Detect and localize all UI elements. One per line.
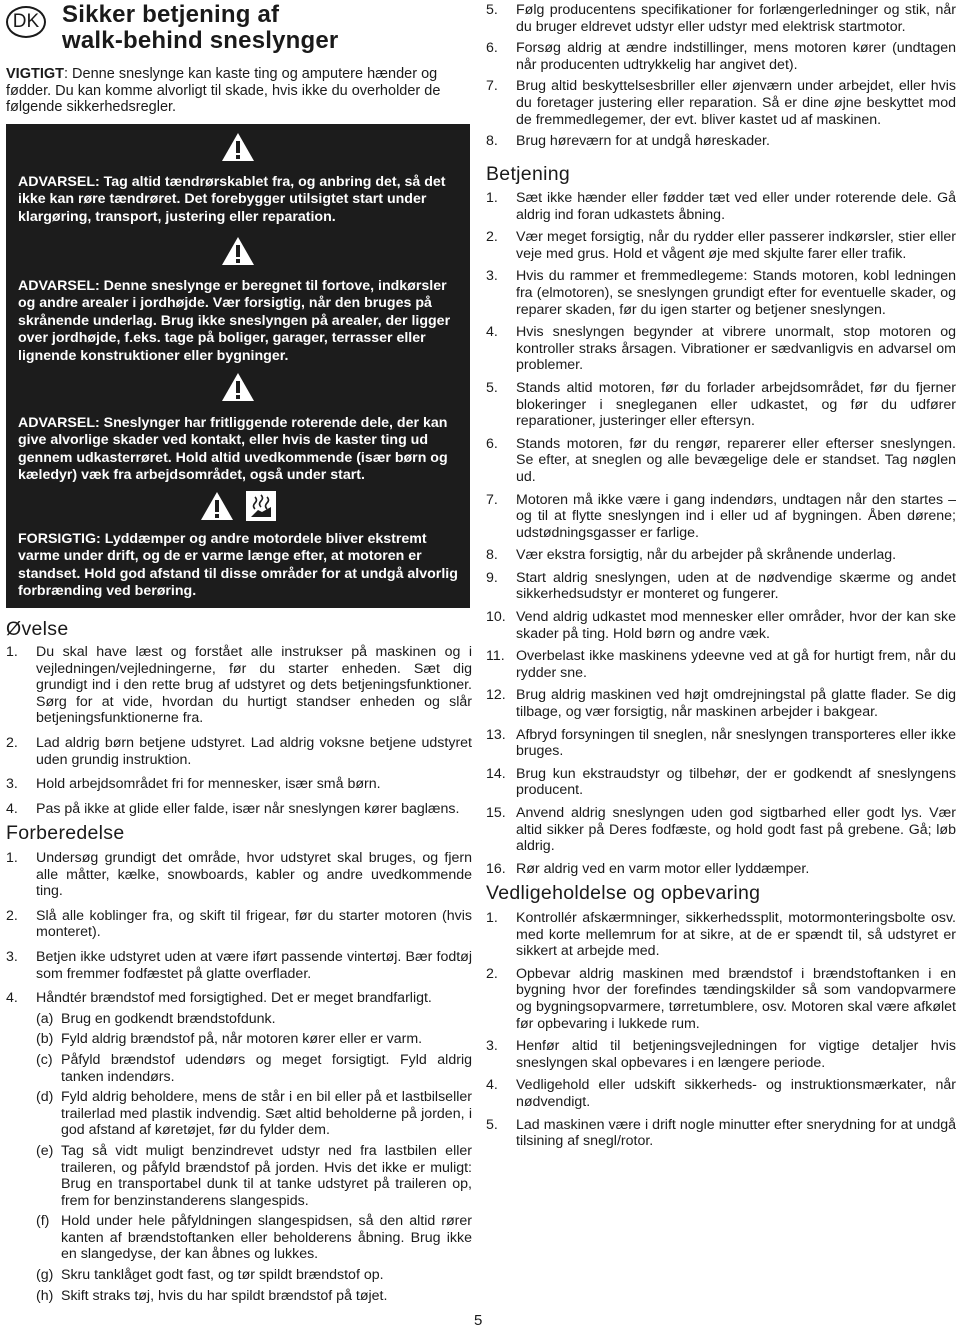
item-text: Brug aldrig maskinen ved højt omdrejningstal på glatte flader. Se dig tilbage, og vær forsigtig, når maskinen arbejder i bakgear. (516, 687, 956, 721)
list-item (486, 40, 956, 73)
item-text: Hvis sneslyngen begynder at vibrere unormalt, stop motoren og kontroller straks årsagen. Vibrationer er sædvanligvis en advarsel om problemer. (516, 324, 956, 374)
item-number: 3. (6, 776, 18, 793)
warning-text-3: ADVARSEL: Sneslynger har fritliggende roterende dele, der kan give alvorlige skader ved kontakt, eller hvis de kaster ting ud gennem udkasterrøret. Hold altid uvedkommende (især børn og kæledyr) væk fra arbejdsområdet, også under start. (18, 415, 448, 484)
item-text: Motoren må ikke være i gang indendørs, undtagen når den startes – og til at flytte sneslyngen ind i eller ud af bygningen. Åben dørene; udstødningsgasser er farlige. (516, 491, 956, 541)
item-number: 14. (486, 765, 506, 782)
item-number: 2. (486, 229, 498, 246)
item-text: Påfyld brændstof udendørs og meget forsigtigt. Fyld aldrig tanken indendørs. (61, 1051, 472, 1085)
item-text: Hold arbejdsområdet fri for mennesker, især små børn. (36, 776, 381, 793)
item-number: 4. (6, 800, 18, 817)
forberedelse-list (6, 850, 472, 1304)
warning-box-1 (6, 124, 470, 234)
sub-list-item (36, 1031, 472, 1048)
item-text: Kontrollér afskærmninger, sikkerhedssplit, motormonteringsbolte osv. med korte mellemrum for at sikre, at de er spændt til, så udstyret er sikkert at arbejde med. (516, 910, 956, 960)
list-item (486, 2, 956, 35)
item-number: 13. (486, 726, 506, 743)
item-number: 1. (486, 910, 498, 926)
item-number: 2. (6, 907, 18, 924)
list-item (486, 492, 956, 542)
item-text: Fyld aldrig brændstof på, når motoren kører eller er varm. (61, 1031, 423, 1048)
item-text: Tag så vidt muligt benzindrevet udstyr ned fra lastbilen eller traileren, og påfyld brændstof på jorden. Hvis det ikke er muligt: Brug en transportabel dunk til at tanke udstyret på traileren op, frem for benzinstanderens slangespids. (61, 1142, 472, 1209)
list-item (486, 324, 956, 374)
item-text: Hold under hele påfyldningen slangespidsen, så den altid rører kanten af brændstoftanken eller beholderens åbning. Brug ikke en slangedyse, der kan åbnes og lukkes. (61, 1213, 472, 1263)
list-item (486, 687, 956, 720)
item-number: 6. (486, 435, 498, 452)
item-number: 4. (6, 990, 18, 1007)
list-item (486, 1117, 956, 1150)
list-item (486, 229, 956, 262)
item-text: Betjen ikke udstyret uden at være iført passende vintertøj. Bær fodtøj som fremmer fodfæstet på glatte overflader. (36, 948, 472, 982)
item-text: Brug altid beskyttelsesbriller eller øjenværn under arbejdet, eller hvis du foretager justering eller reparation. Så er dine øjne beskyttet mod de fremmedlegemer, der evt. bliver kastet ud af maskinen. (516, 78, 956, 128)
list-item (486, 1077, 956, 1110)
item-text: Henfør altid til betjeningsvejledningen for vigtige detaljer hvis sneslyngen skal opbevares i en længere periode. (516, 1038, 956, 1071)
intro-paragraph (6, 66, 472, 116)
item-number: 10. (486, 609, 506, 626)
sub-list-item (36, 1288, 472, 1305)
item-number: 2. (486, 965, 498, 982)
page-header (6, 0, 476, 58)
sub-list-item (36, 1143, 472, 1209)
language-badge: DK (6, 6, 46, 38)
caution-icon-row (18, 491, 458, 521)
list-item (6, 801, 472, 818)
item-number: 1. (486, 190, 498, 206)
item-number: 9. (486, 569, 498, 586)
item-number: 16. (486, 860, 506, 877)
list-item (6, 850, 472, 900)
item-text: Lad maskinen være i drift nogle minutter efter snerydning for at undgå tilsining af snegl/rotor. (516, 1116, 956, 1150)
item-number: 4. (486, 1077, 498, 1094)
list-item (486, 609, 956, 642)
item-text: Håndtér brændstof med forsigtighed. Det er meget brandfarligt. (36, 990, 432, 1007)
item-text: Afbryd forsyningen til sneglen, når sneslyngen transporteres eller ikke bruges. (516, 726, 956, 760)
list-item (6, 908, 472, 941)
list-item (486, 766, 956, 799)
item-number: 4. (486, 324, 498, 341)
item-text: Vær ekstra forsigtig, når du arbejder på skrånende underlag. (516, 547, 897, 564)
title-line-1: Sikker betjening af (62, 1, 280, 28)
item-text: Vend aldrig udkastet mod mennesker eller områder, hvor der kan ske skader på ting. Hold børn og andre væk. (516, 609, 956, 642)
item-number: 5. (486, 1116, 498, 1133)
item-number: 1. (6, 850, 18, 866)
item-number: 8. (486, 547, 498, 564)
item-letter: (e) (36, 1142, 54, 1159)
item-text: Forsøg aldrig at ændre indstillinger, mens motoren kører (undtagen når producenten udtrykkelig har angivet det). (516, 40, 956, 73)
item-text: Skift straks tøj, hvis du har spildt brændstof på tøjet. (61, 1287, 388, 1304)
document-title (62, 2, 338, 54)
list-item (486, 966, 956, 1032)
warning-triangle-icon (221, 132, 255, 162)
list-item (6, 644, 472, 727)
warning-box-3 (6, 370, 470, 486)
item-number: 8. (486, 133, 498, 150)
list-item (6, 735, 472, 768)
betjening-list (486, 190, 956, 877)
warning-text-2: ADVARSEL: Denne sneslynge er beregnet til fortove, indkørsler og andre arealer i jordhøjde. Vær forsigtig, når den bruges på skrånende underlag. Brug ikke sneslyngen på arealer, der ligger over jordhøjde, f.eks. tage på boliger, garager, terrasser eller lignende konstruktioner eller bygninger. (18, 278, 451, 364)
list-item (486, 727, 956, 760)
item-number: 2. (6, 734, 18, 751)
item-text: Fyld aldrig beholdere, mens de står i en bil eller på et lastbilseller trailerlad med plastik indvendig. Sæt altid beholderne på jorden, i god afstand af køretøjet, før du fylder dem. (61, 1089, 472, 1139)
item-number: 1. (6, 644, 18, 660)
item-text: Start aldrig sneslyngen, uden at de nødvendige skærme og andet sikkerhedsudstyr er monteret og fungerer. (516, 569, 956, 603)
warning-box-4 (6, 486, 470, 608)
item-letter: (a) (36, 1010, 54, 1027)
warning-triangle-icon (221, 236, 255, 266)
item-number: 15. (486, 805, 506, 821)
item-text: Følg producentens specifikationer for forlængerledninger og stik, når du bruger eldrevet udstyr eller udstyr med elektrisk startmotor. (516, 2, 956, 35)
item-text: Brug høreværn for at undgå høreskader. (516, 133, 770, 150)
item-text: Pas på ikke at glide eller falde, især når sneslyngen kører baglæns. (36, 800, 460, 817)
item-letter: (g) (36, 1267, 54, 1284)
item-letter: (c) (36, 1051, 53, 1068)
item-text: Stands motoren, før du rengør, reparerer eller efterser sneslyngen. Se efter, at sneglen og alle bevægelige dele er standset. Tag nøglen ud. (516, 435, 956, 485)
intro-label: VIGTIGT (6, 66, 64, 82)
list-item (486, 190, 956, 223)
item-text: Brug kun ekstraudstyr og tilbehør, der er godkendt af sneslyngens producent. (516, 765, 956, 799)
section-title-ovelse: Øvelse (6, 618, 69, 640)
section-title-betjening: Betjening (486, 163, 571, 185)
item-number: 7. (486, 78, 498, 95)
item-text: Stands altid motoren, før du forlader arbejdsområdet, før du fjerner blokeringer i snegleganen eller udkastet, og før du udfører reparationer, justeringer eller eftersyn. (516, 379, 956, 430)
list-item (6, 776, 472, 793)
warning-box-2 (6, 234, 470, 370)
item-number: 5. (486, 2, 498, 18)
page-number: 5 (474, 1312, 483, 1329)
item-text: Rør aldrig ved en varm motor eller lyddæmper. (516, 860, 810, 877)
list-item (486, 436, 956, 486)
fuel-handling-sublist (36, 1011, 472, 1305)
item-text: Undersøg grundigt det område, hvor udstyret skal bruges, og fjern alle måtter, kælke, snowboards, kabler og andre uvedkommende ting. (36, 850, 472, 900)
item-text: Brug en godkendt brændstofdunk. (61, 1010, 276, 1027)
sub-list-item (36, 1089, 472, 1139)
item-number: 3. (6, 948, 18, 965)
list-item (486, 268, 956, 318)
item-text: Du skal have læst og forstået alle instrukser på maskinen og i vejledningen/vejledningerne, før du starter enheden. Sæt dig grundigt ind i den rette brug af udstyret og dets betjeningsfunktioner. Sørg for at vide, hvordan du hurtigt standser enheden og slår betjeningsfunktionerne fra. (36, 644, 472, 727)
warning-text-1: ADVARSEL: Tag altid tændrørskablet fra, og anbring det, så det ikke kan røre tændrøret. Det forebygger utilsigtet start under klargøring, transport, justering eller reparation. (18, 174, 446, 225)
item-number: 3. (486, 268, 498, 285)
item-number: 11. (486, 648, 505, 665)
item-number: 12. (486, 687, 506, 704)
item-text: Lad aldrig børn betjene udstyret. Lad aldrig voksne betjene udstyret uden grundig instruktion. (36, 734, 472, 768)
item-text: Anvend aldrig sneslyngen uden god sigtbarhed eller godt lys. Vær altid sikker på Deres fodfæste, og hold godt fast på grebene. Gå; løb aldrig. (516, 805, 956, 855)
list-item (486, 648, 956, 681)
ovelse-list (6, 644, 472, 817)
caution-text: FORSIGTIG: Lyddæmper og andre motordele bliver ekstremt varme under drift, og de er varme længe efter, at motoren er standset. Hold god afstand til disse områder for at undgå alvorlig forbrænding ved berøring. (18, 531, 458, 600)
item-letter: (d) (36, 1089, 54, 1106)
item-number: 7. (486, 491, 498, 508)
sub-list-item (36, 1052, 472, 1085)
title-line-2: walk-behind sneslynger (62, 27, 339, 54)
item-text: Hvis du rammer et fremmedlegeme: Stands motoren, kobl ledningen fra (elmotoren), se sneslyngen grundigt efter for eventuelle skader, og reparer skaden, før du igen starter og betjener sneslyngen. (516, 268, 956, 318)
item-text: Vær meget forsigtig, når du rydder eller passerer indkørsler, stier eller veje med grus. Hold et vågent øje med skjulte farer eller trafik. (516, 229, 956, 262)
item-letter: (h) (36, 1287, 54, 1304)
warning-triangle-icon (200, 491, 234, 521)
item-text: Skru tanklåget godt fast, og tør spildt brændstof op. (61, 1267, 384, 1284)
item-text: Slå alle koblinger fra, og skift til frigear, før du starter motoren (hvis monteret). (36, 907, 472, 941)
item-number: 5. (486, 379, 498, 396)
item-text: Vedligehold eller udskift sikkerheds- og instruktionsmærkater, når nødvendigt. (516, 1077, 956, 1110)
forberedelse-continued-list (486, 2, 956, 150)
list-item (486, 805, 956, 855)
item-number: 3. (486, 1038, 498, 1055)
list-item (486, 910, 956, 960)
item-number: 6. (486, 40, 498, 57)
item-letter: (b) (36, 1031, 54, 1048)
hot-surface-icon (246, 491, 276, 521)
item-text: Sæt ikke hænder eller fødder tæt ved eller under roterende dele. Gå aldrig ind foran udkastets åbning. (516, 190, 956, 223)
sub-list-item (36, 1213, 472, 1263)
list-item (486, 861, 956, 878)
sub-list-item (36, 1267, 472, 1284)
list-item (6, 949, 472, 982)
list-item (486, 133, 956, 150)
list-item (486, 547, 956, 564)
section-title-vedligeholdelse: Vedligeholdelse og opbevaring (486, 882, 761, 904)
item-text: Opbevar aldrig maskinen med brændstof i brændstoftanken i en bygning hvor der forefindes tændingskilder så som vandopvarmere og bygningsopvarmere, tørretumblere, osv. Motoren skal være afkølet før opbevaring i lukkede rum. (516, 965, 956, 1032)
list-item (486, 1038, 956, 1071)
list-item (486, 380, 956, 430)
sub-list-item (36, 1011, 472, 1028)
vedligeholdelse-list (486, 910, 956, 1150)
item-text: Overbelast ikke maskinens ydeevne ved at gå for hurtigt frem, når du rydder sne. (516, 648, 956, 681)
list-item (486, 570, 956, 603)
list-item (486, 78, 956, 128)
warning-triangle-icon (221, 372, 255, 402)
item-letter: (f) (36, 1213, 50, 1230)
list-item (6, 990, 472, 1304)
section-title-forberedelse: Forberedelse (6, 822, 125, 844)
intro-text: : Denne sneslynge kan kaste ting og amputere hænder og fødder. Du kan komme alvorligt til skade, hvis ikke du overholder de følgende sikkerhedsregler. (6, 66, 441, 115)
